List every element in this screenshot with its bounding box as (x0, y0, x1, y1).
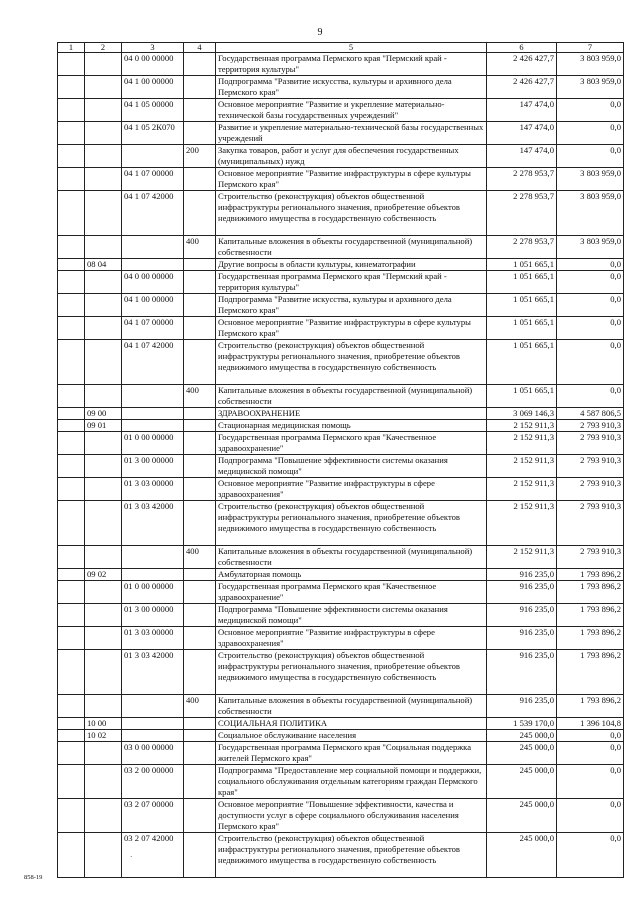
expense-type-cell (184, 122, 216, 145)
col-1-cell (58, 833, 85, 878)
col-1-cell (58, 53, 85, 76)
amount-col7-cell: 3 803 959,0 (557, 168, 624, 191)
amount-col7-cell: 1 793 896,2 (557, 604, 624, 627)
section-code-cell (85, 271, 122, 294)
description-cell: Другие вопросы в области культуры, кинематографии (216, 259, 487, 271)
amount-col6-cell: 916 235,0 (487, 627, 557, 650)
amount-col7-cell: 0,0 (557, 340, 624, 385)
table-header-row (58, 43, 624, 53)
table-row (58, 122, 624, 145)
amount-col6-cell: 245 000,0 (487, 833, 557, 878)
target-code-cell (122, 420, 184, 432)
amount-col7-cell: 2 793 910,3 (557, 501, 624, 546)
amount-col6-cell: 2 278 953,7 (487, 191, 557, 236)
table-row (58, 385, 624, 408)
col-1-cell (58, 408, 85, 420)
description-cell: ЗДРАВООХРАНЕНИЕ (216, 408, 487, 420)
description-cell: Закупка товаров, работ и услуг для обеспечения государственных (муниципальных) нужд (216, 145, 487, 168)
table-row (58, 718, 624, 730)
target-code-cell (122, 695, 184, 718)
description-cell: Основное мероприятие "Развитие инфраструктуры в сфере здравоохранения" (216, 627, 487, 650)
section-code-cell (85, 695, 122, 718)
amount-col6-cell: 245 000,0 (487, 742, 557, 765)
table-row (58, 604, 624, 627)
header-cell: 5 (216, 43, 487, 53)
amount-col6-cell: 147 474,0 (487, 145, 557, 168)
target-code-cell: 03 2 07 42000 (122, 833, 184, 878)
header-cell: 7 (557, 43, 624, 53)
target-code-cell (122, 385, 184, 408)
target-code-cell: 01 3 00 00000 (122, 604, 184, 627)
amount-col6-cell: 147 474,0 (487, 122, 557, 145)
amount-col7-cell: 0,0 (557, 833, 624, 878)
section-code-cell (85, 145, 122, 168)
table-row (58, 742, 624, 765)
table-row (58, 53, 624, 76)
amount-col6-cell: 1 051 665,1 (487, 271, 557, 294)
section-code-cell (85, 455, 122, 478)
target-code-cell: 04 1 00 00000 (122, 294, 184, 317)
expense-type-cell (184, 191, 216, 236)
section-code-cell (85, 340, 122, 385)
amount-col6-cell: 1 051 665,1 (487, 259, 557, 271)
expense-type-cell: 400 (184, 236, 216, 259)
expense-type-cell (184, 765, 216, 799)
table-row (58, 650, 624, 695)
section-code-cell (85, 501, 122, 546)
description-cell: Государственная программа Пермского края "Качественное здравоохранение" (216, 432, 487, 455)
amount-col7-cell: 3 803 959,0 (557, 53, 624, 76)
section-code-cell (85, 742, 122, 765)
section-code-cell (85, 99, 122, 122)
col-1-cell (58, 420, 85, 432)
description-cell: Капитальные вложения в объекты государственной (муниципальной) собственности (216, 546, 487, 569)
col-1-cell (58, 236, 85, 259)
section-code-cell (85, 833, 122, 878)
target-code-cell (122, 730, 184, 742)
target-code-cell (122, 718, 184, 730)
col-1-cell (58, 627, 85, 650)
amount-col6-cell: 916 235,0 (487, 650, 557, 695)
description-cell: Стационарная медицинская помощь (216, 420, 487, 432)
col-1-cell (58, 569, 85, 581)
amount-col7-cell: 1 793 896,2 (557, 627, 624, 650)
description-cell: Основное мероприятие "Развитие инфраструктуры в сфере здравоохранения" (216, 478, 487, 501)
target-code-cell: 04 1 07 42000 (122, 340, 184, 385)
expense-type-cell (184, 168, 216, 191)
table-row (58, 765, 624, 799)
section-code-cell: 08 04 (85, 259, 122, 271)
target-code-cell: 01 3 00 00000 (122, 455, 184, 478)
amount-col7-cell: 0,0 (557, 271, 624, 294)
amount-col7-cell: 0,0 (557, 765, 624, 799)
expense-type-cell (184, 408, 216, 420)
target-code-cell (122, 145, 184, 168)
expense-type-cell (184, 294, 216, 317)
col-1-cell (58, 742, 85, 765)
description-cell: Строительство (реконструкция) объектов общественной инфраструктуры регионального значения, приобретение объектов недвижимого имущества в государственную собственность (216, 650, 487, 695)
description-cell: Подпрограмма "Развитие искусства, культуры и архивного дела Пермского края" (216, 76, 487, 99)
description-cell: Социальное обслуживание населения (216, 730, 487, 742)
col-1-cell (58, 718, 85, 730)
header-cell: 6 (487, 43, 557, 53)
description-cell: Развитие и укрепление материально-технической базы государственных учреждений (216, 122, 487, 145)
description-cell: Подпрограмма "Развитие искусства, культуры и архивного дела Пермского края" (216, 294, 487, 317)
section-code-cell (85, 650, 122, 695)
col-1-cell (58, 546, 85, 569)
target-code-cell (122, 546, 184, 569)
header-cell: 1 (58, 43, 85, 53)
expense-type-cell: 400 (184, 546, 216, 569)
description-cell: Амбулаторная помощь (216, 569, 487, 581)
col-1-cell (58, 294, 85, 317)
col-1-cell (58, 432, 85, 455)
col-1-cell (58, 76, 85, 99)
description-cell: Капитальные вложения в объекты государственной (муниципальной) собственности (216, 385, 487, 408)
amount-col6-cell: 2 152 911,3 (487, 501, 557, 546)
amount-col7-cell: 3 803 959,0 (557, 76, 624, 99)
description-cell: СОЦИАЛЬНАЯ ПОЛИТИКА (216, 718, 487, 730)
col-1-cell (58, 455, 85, 478)
description-cell: Подпрограмма "Предоставление мер социальной помощи и поддержки, социального обслуживания отдельным категориям граждан Пермского края" (216, 765, 487, 799)
col-1-cell (58, 145, 85, 168)
table-row (58, 408, 624, 420)
col-1-cell (58, 650, 85, 695)
table-row (58, 833, 624, 878)
amount-col7-cell: 2 793 910,3 (557, 420, 624, 432)
target-code-cell: 04 1 07 42000 (122, 191, 184, 236)
amount-col7-cell: 2 793 910,3 (557, 432, 624, 455)
table-row (58, 76, 624, 99)
col-1-cell (58, 122, 85, 145)
amount-col6-cell: 1 051 665,1 (487, 294, 557, 317)
amount-col6-cell: 2 426 427,7 (487, 76, 557, 99)
description-cell: Капитальные вложения в объекты государственной (муниципальной) собственности (216, 236, 487, 259)
amount-col6-cell: 2 278 953,7 (487, 168, 557, 191)
expense-type-cell (184, 501, 216, 546)
section-code-cell: 10 02 (85, 730, 122, 742)
amount-col7-cell: 1 793 896,2 (557, 650, 624, 695)
amount-col6-cell: 916 235,0 (487, 569, 557, 581)
section-code-cell (85, 478, 122, 501)
section-code-cell: 09 02 (85, 569, 122, 581)
table-row (58, 99, 624, 122)
section-code-cell (85, 236, 122, 259)
description-cell: Основное мероприятие "Повышение эффективности, качества и доступности услуг в сфере социального обслуживания населения Пермского края" (216, 799, 487, 833)
table-row (58, 501, 624, 546)
section-code-cell (85, 53, 122, 76)
target-code-cell: 03 0 00 00000 (122, 742, 184, 765)
amount-col6-cell: 245 000,0 (487, 799, 557, 833)
header-cell: 4 (184, 43, 216, 53)
amount-col7-cell: 0,0 (557, 385, 624, 408)
amount-col7-cell: 0,0 (557, 317, 624, 340)
section-code-cell: 09 01 (85, 420, 122, 432)
target-code-cell: 04 1 07 00000 (122, 317, 184, 340)
description-cell: Государственная программа Пермского края "Пермский край - территория культуры" (216, 53, 487, 76)
target-code-cell: 04 1 05 2К070 (122, 122, 184, 145)
expense-type-cell (184, 799, 216, 833)
amount-col7-cell: 2 793 910,3 (557, 478, 624, 501)
section-code-cell (85, 604, 122, 627)
target-code-cell: 04 1 07 00000 (122, 168, 184, 191)
description-cell: Основное мероприятие "Развитие инфраструктуры в сфере культуры Пермского края" (216, 168, 487, 191)
description-cell: Государственная программа Пермского края "Пермский край - территория культуры" (216, 271, 487, 294)
amount-col7-cell: 4 587 806,5 (557, 408, 624, 420)
col-1-cell (58, 191, 85, 236)
footer-code: 858-19 (24, 874, 43, 881)
stray-mark: · (130, 853, 133, 861)
table-row (58, 478, 624, 501)
expense-type-cell (184, 581, 216, 604)
amount-col7-cell: 1 793 896,2 (557, 581, 624, 604)
expense-type-cell (184, 569, 216, 581)
amount-col6-cell: 1 051 665,1 (487, 340, 557, 385)
amount-col7-cell: 2 793 910,3 (557, 546, 624, 569)
description-cell: Строительство (реконструкция) объектов общественной инфраструктуры регионального значения, приобретение объектов недвижимого имущества в государственную собственность (216, 191, 487, 236)
amount-col6-cell: 245 000,0 (487, 765, 557, 799)
col-1-cell (58, 581, 85, 604)
amount-col6-cell: 2 152 911,3 (487, 420, 557, 432)
expense-type-cell (184, 432, 216, 455)
amount-col6-cell: 2 152 911,3 (487, 455, 557, 478)
amount-col6-cell: 147 474,0 (487, 99, 557, 122)
expense-type-cell (184, 455, 216, 478)
target-code-cell (122, 569, 184, 581)
expense-type-cell (184, 317, 216, 340)
col-1-cell (58, 730, 85, 742)
description-cell: Основное мероприятие "Развитие инфраструктуры в сфере культуры Пермского края" (216, 317, 487, 340)
col-1-cell (58, 259, 85, 271)
table-row (58, 145, 624, 168)
expense-type-cell (184, 627, 216, 650)
expense-type-cell (184, 718, 216, 730)
amount-col7-cell: 0,0 (557, 294, 624, 317)
target-code-cell: 01 0 00 00000 (122, 432, 184, 455)
target-code-cell: 01 3 03 42000 (122, 501, 184, 546)
table-row (58, 627, 624, 650)
col-1-cell (58, 385, 85, 408)
section-code-cell (85, 581, 122, 604)
target-code-cell: 04 1 00 00000 (122, 76, 184, 99)
col-1-cell (58, 168, 85, 191)
amount-col7-cell: 0,0 (557, 799, 624, 833)
amount-col7-cell: 0,0 (557, 742, 624, 765)
amount-col6-cell: 2 152 911,3 (487, 432, 557, 455)
description-cell: Строительство (реконструкция) объектов общественной инфраструктуры регионального значения, приобретение объектов недвижимого имущества в государственную собственность (216, 340, 487, 385)
amount-col7-cell: 1 793 896,2 (557, 569, 624, 581)
expense-type-cell (184, 833, 216, 878)
target-code-cell: 01 0 00 00000 (122, 581, 184, 604)
amount-col6-cell: 1 051 665,1 (487, 317, 557, 340)
amount-col7-cell: 0,0 (557, 99, 624, 122)
header-cell: 2 (85, 43, 122, 53)
table-row (58, 420, 624, 432)
description-cell: Государственная программа Пермского края "Социальная поддержка жителей Пермского края" (216, 742, 487, 765)
amount-col7-cell: 0,0 (557, 122, 624, 145)
col-1-cell (58, 340, 85, 385)
table-row (58, 317, 624, 340)
table-row (58, 799, 624, 833)
col-1-cell (58, 765, 85, 799)
table-row (58, 546, 624, 569)
target-code-cell (122, 408, 184, 420)
table-row (58, 168, 624, 191)
amount-col6-cell: 3 069 146,3 (487, 408, 557, 420)
expense-type-cell (184, 259, 216, 271)
section-code-cell (85, 191, 122, 236)
table-row (58, 294, 624, 317)
col-1-cell (58, 99, 85, 122)
expense-type-cell (184, 478, 216, 501)
col-1-cell (58, 501, 85, 546)
description-cell: Государственная программа Пермского края "Качественное здравоохранение" (216, 581, 487, 604)
section-code-cell (85, 432, 122, 455)
section-code-cell (85, 385, 122, 408)
target-code-cell: 01 3 03 00000 (122, 627, 184, 650)
section-code-cell (85, 765, 122, 799)
section-code-cell (85, 76, 122, 99)
expense-type-cell (184, 271, 216, 294)
col-1-cell (58, 604, 85, 627)
table-row (58, 581, 624, 604)
target-code-cell: 01 3 03 42000 (122, 650, 184, 695)
target-code-cell: 03 2 00 00000 (122, 765, 184, 799)
description-cell: Подпрограмма "Повышение эффективности системы оказания медицинской помощи" (216, 455, 487, 478)
section-code-cell (85, 799, 122, 833)
section-code-cell (85, 294, 122, 317)
expense-type-cell: 400 (184, 385, 216, 408)
section-code-cell: 10 00 (85, 718, 122, 730)
table-row (58, 236, 624, 259)
target-code-cell (122, 259, 184, 271)
amount-col6-cell: 245 000,0 (487, 730, 557, 742)
section-code-cell: 09 00 (85, 408, 122, 420)
amount-col7-cell: 0,0 (557, 259, 624, 271)
description-cell: Капитальные вложения в объекты государственной (муниципальной) собственности (216, 695, 487, 718)
table-row (58, 569, 624, 581)
amount-col6-cell: 1 051 665,1 (487, 385, 557, 408)
col-1-cell (58, 478, 85, 501)
description-cell: Строительство (реконструкция) объектов общественной инфраструктуры регионального значения, приобретение объектов недвижимого имущества в государственную собственность (216, 833, 487, 878)
col-1-cell (58, 695, 85, 718)
expense-type-cell (184, 340, 216, 385)
amount-col7-cell: 3 803 959,0 (557, 236, 624, 259)
table-row (58, 259, 624, 271)
page-number: 9 (317, 27, 323, 38)
target-code-cell: 03 2 07 00000 (122, 799, 184, 833)
section-code-cell (85, 122, 122, 145)
description-cell: Строительство (реконструкция) объектов общественной инфраструктуры регионального значения, приобретение объектов недвижимого имущества в государственную собственность (216, 501, 487, 546)
table-row (58, 730, 624, 742)
header-cell: 3 (122, 43, 184, 53)
amount-col6-cell: 2 152 911,3 (487, 546, 557, 569)
amount-col6-cell: 2 278 953,7 (487, 236, 557, 259)
expense-type-cell (184, 650, 216, 695)
expense-type-cell: 200 (184, 145, 216, 168)
amount-col7-cell: 1 396 104,8 (557, 718, 624, 730)
description-cell: Подпрограмма "Повышение эффективности системы оказания медицинской помощи" (216, 604, 487, 627)
table-row (58, 432, 624, 455)
expense-type-cell (184, 604, 216, 627)
budget-table (57, 42, 624, 878)
table-row (58, 271, 624, 294)
col-1-cell (58, 799, 85, 833)
section-code-cell (85, 317, 122, 340)
amount-col6-cell: 2 152 911,3 (487, 478, 557, 501)
col-1-cell (58, 271, 85, 294)
amount-col6-cell: 1 539 170,0 (487, 718, 557, 730)
target-code-cell: 04 0 00 00000 (122, 271, 184, 294)
table-row (58, 191, 624, 236)
target-code-cell: 01 3 03 00000 (122, 478, 184, 501)
amount-col7-cell: 2 793 910,3 (557, 455, 624, 478)
target-code-cell (122, 236, 184, 259)
target-code-cell: 04 1 05 00000 (122, 99, 184, 122)
expense-type-cell (184, 53, 216, 76)
description-cell: Основное мероприятие "Развитие и укрепление материально-технической базы государственных учреждений" (216, 99, 487, 122)
amount-col7-cell: 3 803 959,0 (557, 191, 624, 236)
target-code-cell: 04 0 00 00000 (122, 53, 184, 76)
amount-col7-cell: 1 793 896,2 (557, 695, 624, 718)
table-row (58, 340, 624, 385)
amount-col6-cell: 2 426 427,7 (487, 53, 557, 76)
expense-type-cell (184, 742, 216, 765)
expense-type-cell (184, 420, 216, 432)
section-code-cell (85, 627, 122, 650)
amount-col6-cell: 916 235,0 (487, 604, 557, 627)
table-row (58, 455, 624, 478)
amount-col7-cell: 0,0 (557, 730, 624, 742)
amount-col6-cell: 916 235,0 (487, 695, 557, 718)
amount-col7-cell: 0,0 (557, 145, 624, 168)
col-1-cell (58, 317, 85, 340)
amount-col6-cell: 916 235,0 (487, 581, 557, 604)
expense-type-cell (184, 730, 216, 742)
table-row (58, 695, 624, 718)
section-code-cell (85, 168, 122, 191)
expense-type-cell (184, 76, 216, 99)
expense-type-cell: 400 (184, 695, 216, 718)
section-code-cell (85, 546, 122, 569)
expense-type-cell (184, 99, 216, 122)
